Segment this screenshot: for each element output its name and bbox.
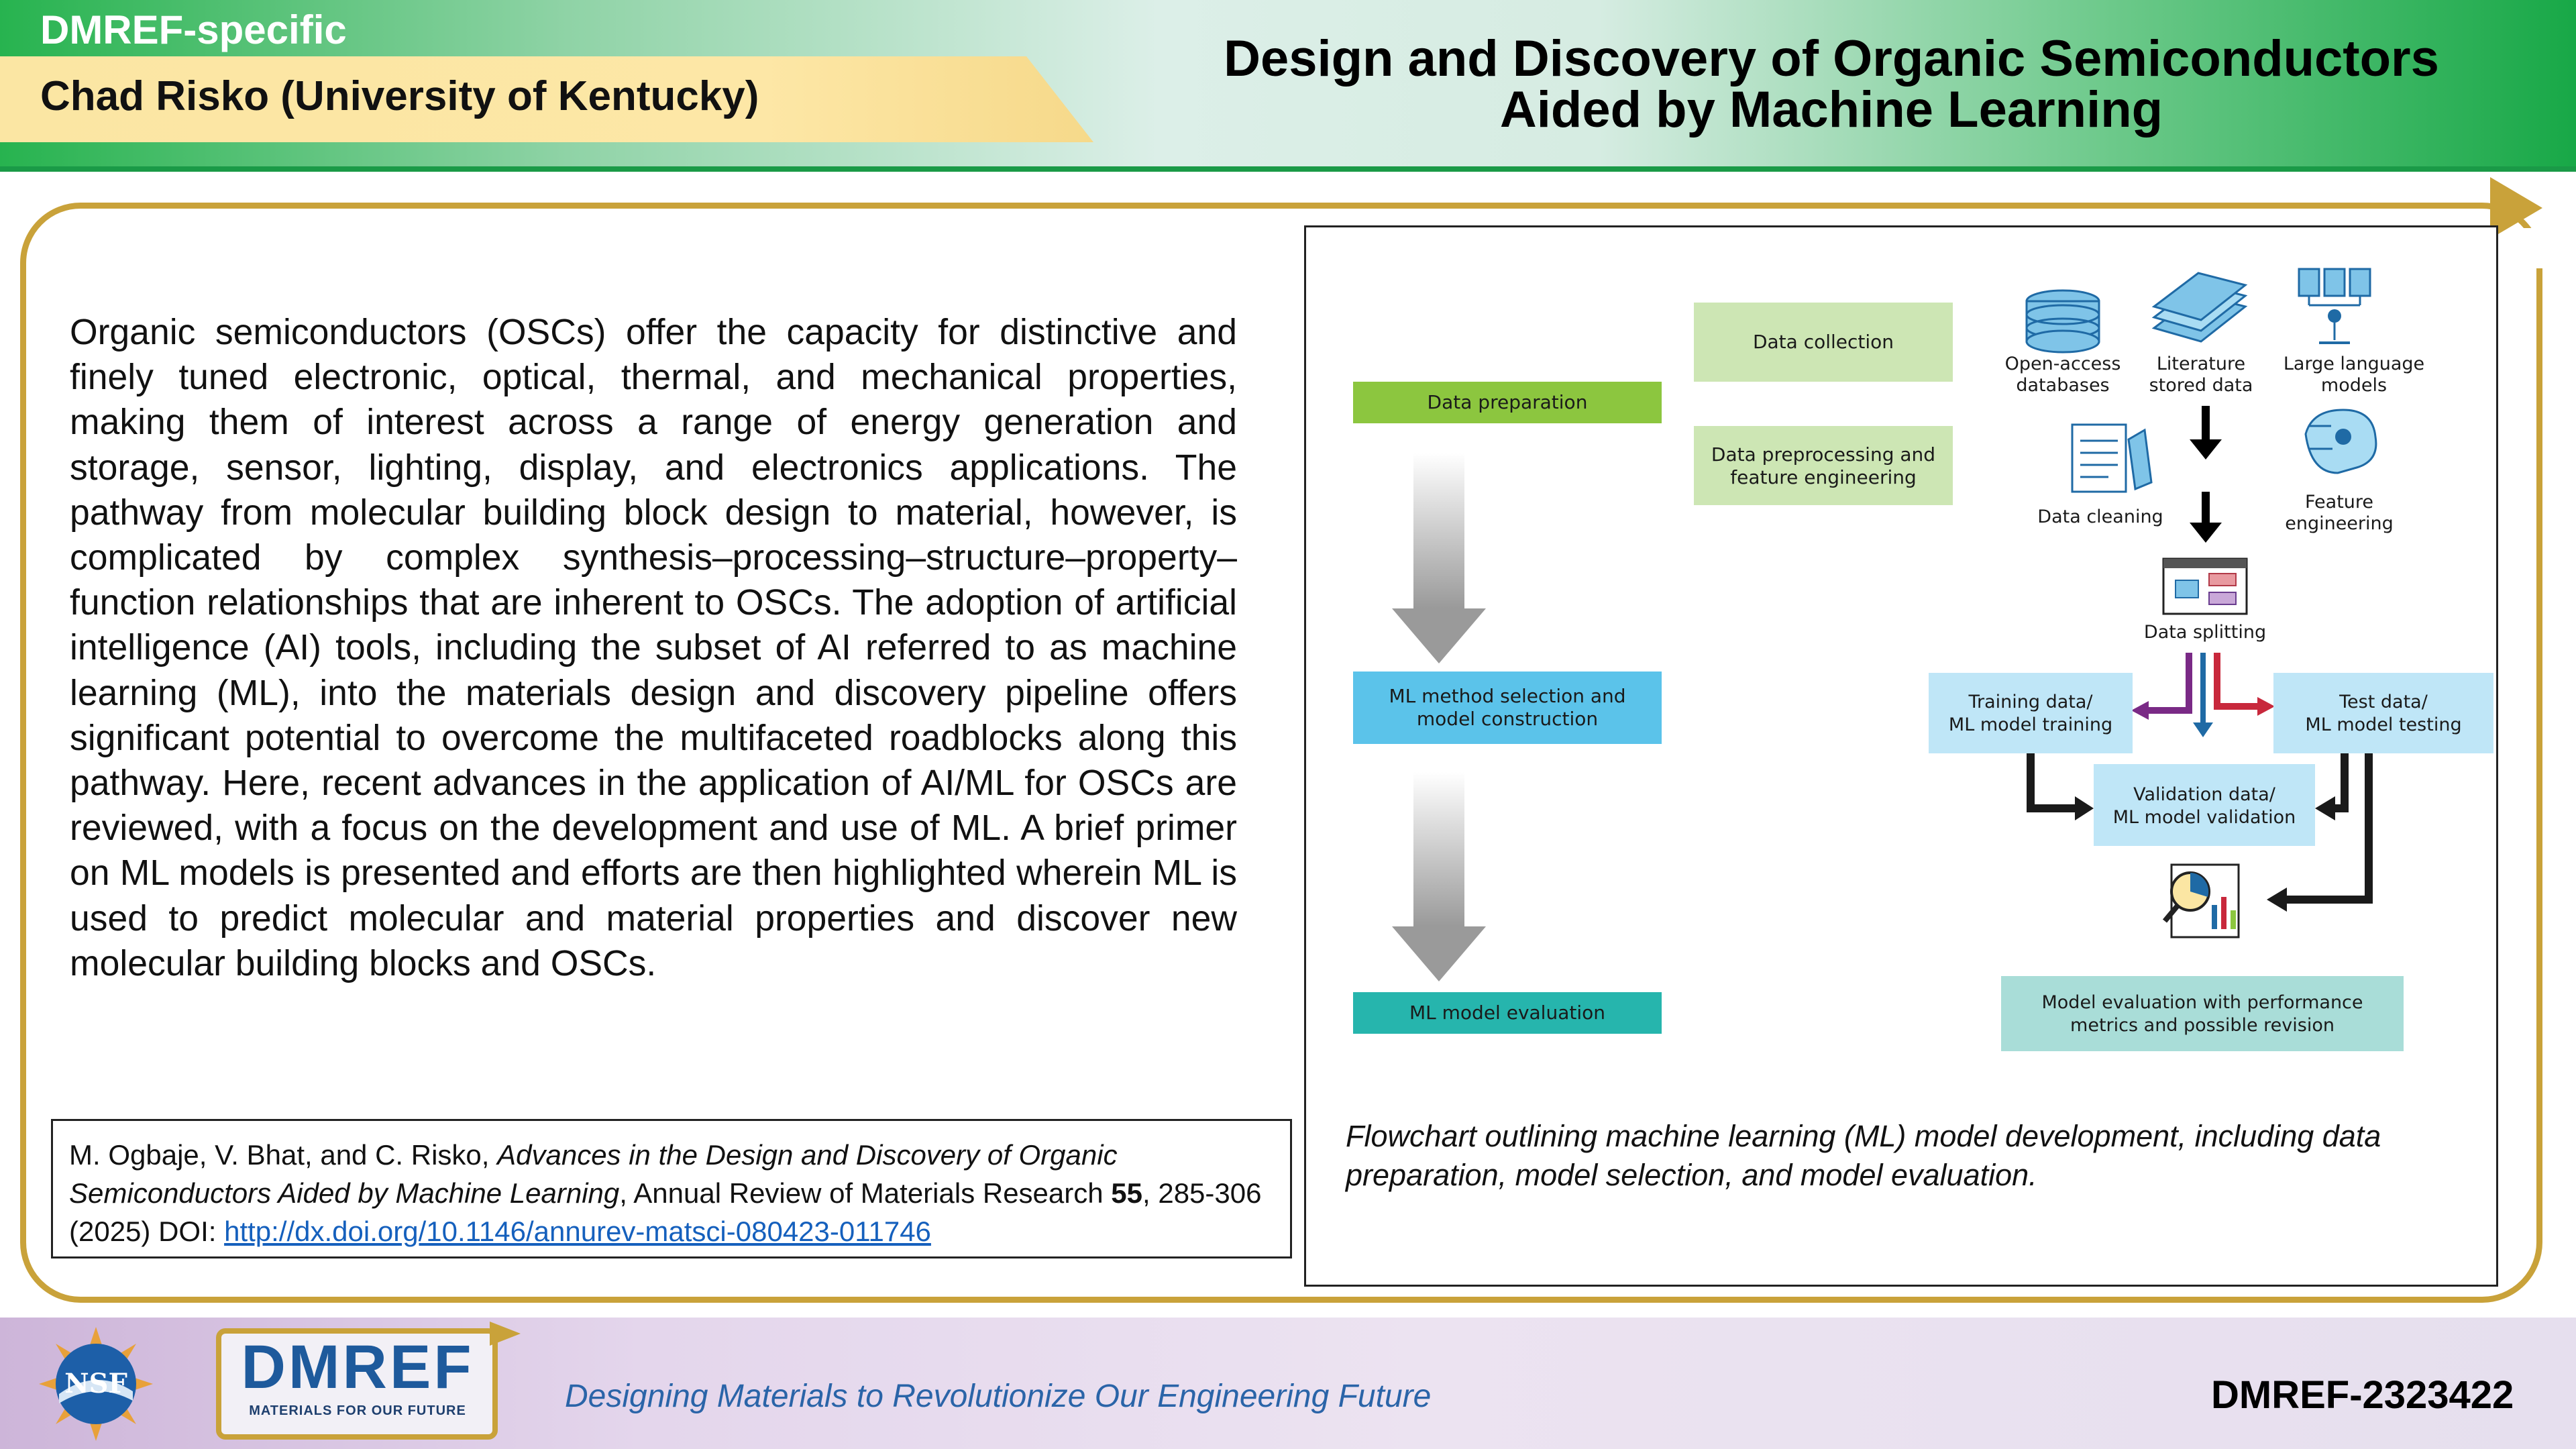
split-arrow-validation-head: [2193, 722, 2213, 737]
citation-title: Advances in the Design and Discovery of Organic Semiconductors Aided by Machine Learning: [69, 1139, 1118, 1209]
citation-volume: 55: [1111, 1177, 1142, 1209]
documents-icon: [2154, 273, 2245, 341]
validation-label-2: ML model validation: [2112, 807, 2296, 828]
dmref-logo: DMREF: [241, 1333, 474, 1401]
data-cleaning-label: Data cleaning: [2037, 506, 2163, 527]
header-divider: [0, 166, 2576, 172]
flow-arrow-collect-shaft: [2202, 406, 2210, 442]
training-box: [1929, 673, 2133, 753]
split-arrow-training: [2147, 653, 2189, 710]
nsf-logo: [39, 1327, 153, 1441]
split-arrow-training-head: [2131, 701, 2149, 720]
flow-arrow-clean-shaft: [2202, 492, 2210, 527]
slide-title: [1167, 30, 2496, 138]
testing-label-1: Test data/: [2339, 692, 2428, 712]
evaluation-label-2: metrics and possible revision: [2070, 1015, 2334, 1036]
citation-journal: , Annual Review of Materials Research: [619, 1177, 1112, 1209]
arrow-training-validation: [2031, 753, 2076, 808]
evaluation-box: [2001, 976, 2404, 1051]
arrow-test-validation-head: [2315, 796, 2335, 820]
evaluation-label-1: Model evaluation with performance: [2041, 992, 2363, 1013]
step-preprocessing-label-1: Data preprocessing and: [1711, 443, 1936, 466]
training-label-1: Training data/: [1968, 692, 2093, 712]
flow-arrow-clean-head: [2190, 523, 2222, 543]
step-preprocessing: [1694, 426, 1953, 505]
validation-box: [2094, 764, 2315, 846]
citation-box: [51, 1119, 1292, 1258]
stage-ml-method-label-1: ML method selection and: [1389, 685, 1626, 707]
slide-title-line-2: Aided by Machine Learning: [1499, 81, 2163, 138]
feature-engineering-label-2: engineering: [2285, 513, 2394, 534]
author-name: Chad Risko (University of Kentucky): [40, 73, 759, 119]
stage-ml-evaluation-label: ML model evaluation: [1409, 1002, 1606, 1024]
stage-data-preparation-label: Data preparation: [1427, 391, 1588, 413]
stage-arrow-2-shaft: [1413, 772, 1464, 926]
grant-number: DMREF-2323422: [2211, 1373, 2514, 1417]
dmref-flag-icon: [490, 1322, 521, 1346]
validation-label-1: Validation data/: [2133, 784, 2275, 805]
source-open-access-label-2: databases: [2016, 375, 2110, 396]
stage-ml-method-label-2: model construction: [1416, 708, 1599, 730]
data-splitting-icon: [2163, 559, 2247, 614]
split-arrow-test: [2217, 653, 2259, 706]
program-tag: DMREF-specific: [40, 7, 347, 52]
dmref-tagline: MATERIALS FOR OUR FUTURE: [249, 1403, 466, 1418]
training-label-2: ML model training: [1948, 714, 2113, 735]
arrow-test-validation: [2334, 753, 2345, 808]
citation-authors: M. Ogbaje, V. Bhat, and C. Risko,: [69, 1139, 498, 1171]
slide-title-line-1: Design and Discovery of Organic Semiconductors: [1224, 30, 2439, 87]
stage-arrow-1-head: [1392, 608, 1486, 663]
source-llm-label-2: models: [2320, 375, 2387, 396]
arrow-test-evaluation-head: [2267, 888, 2287, 912]
flow-arrow-collect-head: [2190, 439, 2222, 460]
evaluation-magnifier-icon: [2165, 865, 2239, 937]
abstract-text: Organic semiconductors (OSCs) offer the capacity for distinctive and finely tuned electronic, optical, thermal, and mechanical properties, making them of interest across a range of energy generation and storage, sensor, lighting, display, and electronics applications. The pathway from molecular building block design to material, however, is complicated by complex synthesis–processing–structure–property–function relationships that are inherent to OSCs. The adoption of artificial intelligence (AI) tools, including the subset of AI referred to as machine learning (ML), into the materials design and discovery pipeline offers significant potential to overcome the multifaceted roadblocks along this pathway. Here, recent advances in the application of AI/ML for OSCs are reviewed, with a focus on the development and use of ML. A brief primer on ML models is presented and efforts are then highlighted wherein ML is used to predict molecular and material properties and discover new molecular building blocks and OSCs.: [70, 313, 1237, 983]
data-splitting-label: Data splitting: [2143, 622, 2267, 643]
llm-icon: [2299, 269, 2370, 343]
doi-link[interactable]: http://dx.doi.org/10.1146/annurev-matsci-080423-011746: [224, 1216, 931, 1247]
source-literature-label-2: stored data: [2149, 375, 2253, 396]
figure-caption: Flowchart outlining machine learning (ML) model development, including data preparation, model selection, and model evaluation.: [1346, 1119, 2381, 1192]
source-llm-label-1: Large language: [2283, 354, 2425, 374]
database-icon: [2027, 290, 2099, 352]
stage-arrow-2-head: [1392, 926, 1486, 981]
nsf-logo-text: NSF: [64, 1368, 127, 1399]
cleaning-icon: [2072, 425, 2151, 492]
split-arrow-validation: [2200, 653, 2206, 724]
source-literature-label-1: Literature: [2156, 354, 2246, 374]
source-open-access-label-1: Open-access: [2004, 354, 2121, 374]
split-arrow-test-head: [2257, 697, 2275, 716]
step-preprocessing-label-2: feature engineering: [1730, 466, 1917, 488]
testing-box: [2273, 673, 2493, 753]
footer-slogan: Designing Materials to Revolutionize Our Engineering Future: [565, 1379, 1432, 1414]
citation-pages: , 285-306 (2025) DOI:: [69, 1177, 1262, 1247]
feature-engineering-icon: [2306, 410, 2376, 473]
testing-label-2: ML model testing: [2305, 714, 2462, 735]
arrow-training-validation-head: [2075, 796, 2094, 820]
stage-arrow-1-shaft: [1413, 453, 1464, 608]
feature-engineering-label-1: Feature: [2304, 492, 2374, 513]
step-data-collection-label: Data collection: [1752, 331, 1894, 353]
